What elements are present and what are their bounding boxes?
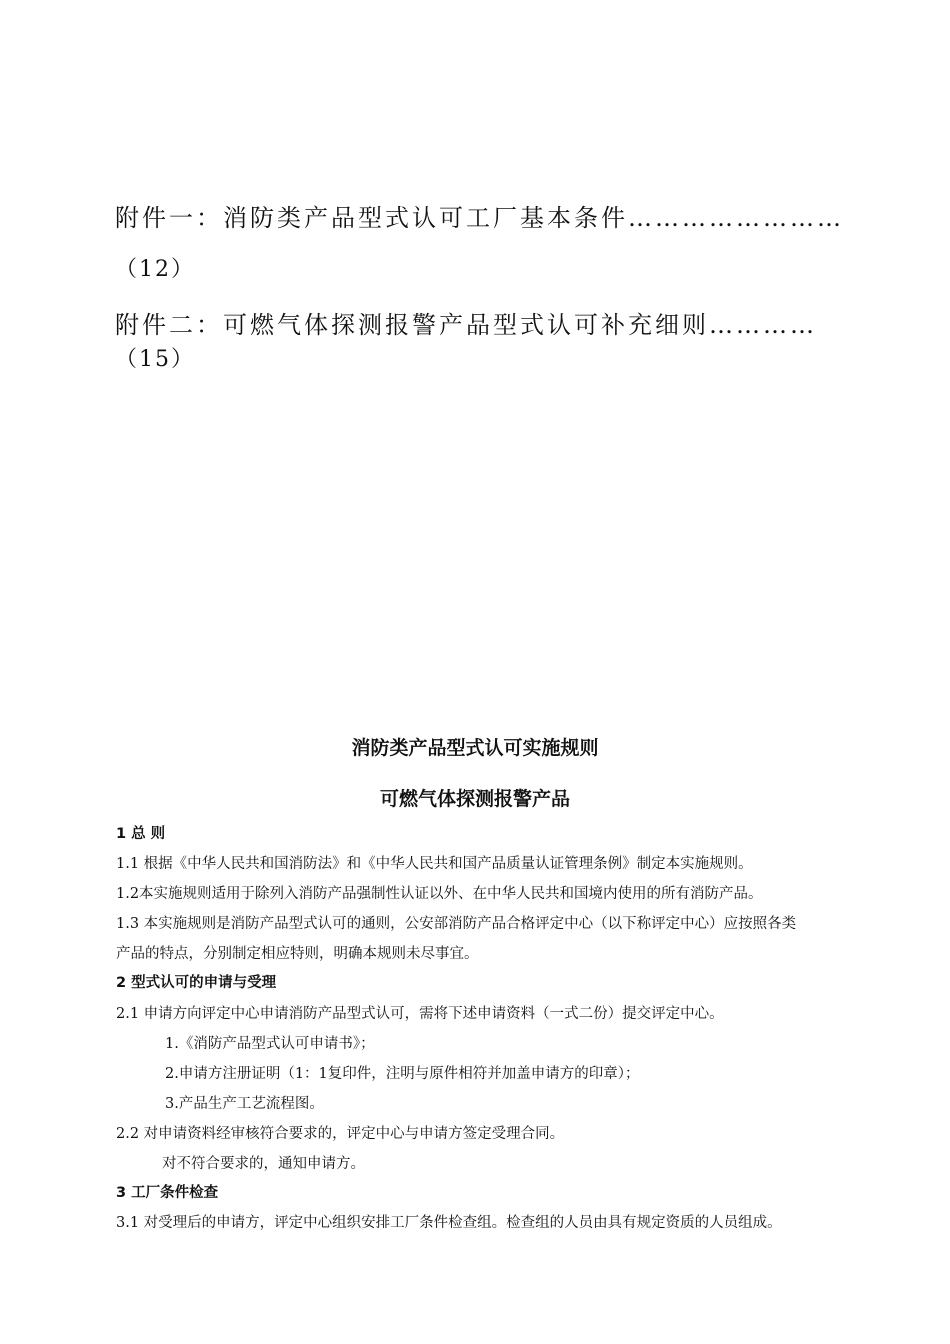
toc-entry-text: 附件二：可燃气体探测报警产品型式认可补充细则………… — [115, 311, 817, 339]
paragraph-3-1: 3.1 对受理后的申请方，评定中心组织安排工厂条件检查组。检查组的人员由具有规定资质的人员组成。 — [116, 1215, 782, 1231]
paragraph-1-3: 1.3 本实施规则是消防产品型式认可的通则，公安部消防产品合格评定中心（以下称评定中心）应按照各类 — [116, 916, 797, 932]
section-heading-3: 3 工厂条件检查 — [116, 1185, 219, 1201]
paragraph-1-3-cont: 产品的特点，分别制定相应特则，明确本规则未尽事宜。 — [116, 946, 479, 962]
list-item: 1.《消防产品型式认可申请书》； — [165, 1036, 375, 1052]
toc-entry-text: 附件一：消防类产品型式认可工厂基本条件…………………… — [115, 204, 844, 232]
list-item: 3.产品生产工艺流程图。 — [165, 1096, 324, 1112]
document-title: 消防类产品型式认可实施规则 — [351, 737, 599, 759]
toc-entry-page: （12） — [115, 257, 195, 282]
paragraph-1-2: 1.2本实施规则适用于除列入消防产品强制性认证以外、在中华人民共和国境内使用的所有消防产品。 — [116, 886, 763, 902]
paragraph-2-1: 2.1 申请方向评定中心申请消防产品型式认可，需将下述申请资料（一式二份）提交评定中心。 — [116, 1006, 724, 1022]
section-heading-1: 1 总 则 — [116, 826, 166, 842]
document-subtitle: 可燃气体探测报警产品 — [379, 788, 570, 810]
paragraph-2-2-cont: 对不符合要求的，通知申请方。 — [162, 1156, 365, 1172]
paragraph-1-1: 1.1 根据《中华人民共和国消防法》和《中华人民共和国产品质量认证管理条例》制定本实施规则。 — [116, 856, 753, 872]
list-item: 2.申请方注册证明（1：1复印件，注明与原件相符并加盖申请方的印章）； — [165, 1066, 640, 1082]
paragraph-2-2: 2.2 对申请资料经审核符合要求的，评定中心与申请方签定受理合同。 — [116, 1126, 565, 1142]
section-heading-2: 2 型式认可的申请与受理 — [116, 975, 277, 991]
toc-entry-page: （15） — [115, 347, 195, 372]
